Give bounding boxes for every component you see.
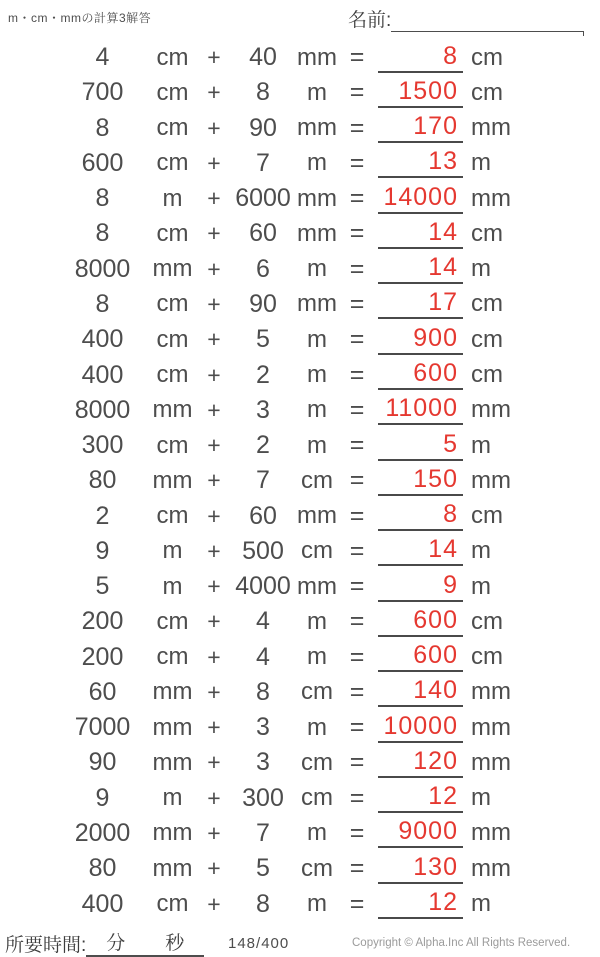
equals-sign: =: [349, 113, 365, 142]
value-1: 8000: [74, 395, 131, 424]
plus-operator: +: [207, 326, 221, 353]
answer-value: 150: [378, 466, 463, 496]
answer-value: 600: [378, 642, 463, 672]
value-1: 200: [81, 642, 124, 671]
value-2: 4: [256, 607, 270, 636]
value-1: 4: [95, 43, 110, 72]
name-field: [348, 5, 584, 32]
answer-value: 17: [378, 289, 463, 319]
unit-1: cm: [156, 502, 189, 530]
unit-1: cm: [156, 643, 189, 671]
value-2: 3: [256, 748, 270, 777]
unit-1: m: [162, 572, 183, 600]
unit-1: mm: [152, 854, 193, 882]
value-1: 200: [81, 607, 124, 636]
answer-value: 5: [378, 431, 463, 461]
plus-operator: +: [207, 290, 221, 317]
value-2: 5: [256, 325, 270, 354]
equals-sign: =: [349, 818, 365, 847]
value-1: 80: [88, 854, 117, 883]
seconds-label: 秒: [165, 933, 185, 954]
unit-1: mm: [152, 396, 193, 424]
plus-operator: +: [207, 396, 221, 423]
answer-value: 8: [378, 43, 463, 73]
unit-2: m: [307, 819, 327, 847]
unit-2: cm: [301, 678, 333, 706]
answer-unit: mm: [471, 854, 511, 882]
answer-unit: cm: [471, 607, 503, 635]
copyright-notice: Copyright © Alpha.Inc All Rights Reserved.: [352, 937, 571, 949]
plus-operator: +: [207, 220, 221, 247]
plus-operator: +: [207, 608, 221, 635]
time-label: 所要時間:: [5, 935, 87, 956]
unit-2: m: [307, 149, 327, 177]
value-2: 4: [256, 642, 270, 671]
problem-row: [0, 252, 600, 287]
value-1: 8: [95, 113, 110, 142]
answer-unit: mm: [471, 678, 511, 706]
name-blank-line: [391, 8, 584, 32]
answer-unit: cm: [471, 43, 503, 71]
unit-1: cm: [156, 78, 189, 106]
problem-row: [0, 463, 600, 498]
value-2: 40: [249, 43, 277, 72]
unit-1: cm: [156, 149, 189, 177]
footer: [0, 922, 600, 957]
unit-1: mm: [152, 255, 193, 283]
unit-1: cm: [156, 607, 189, 635]
problem-row: [0, 640, 600, 675]
problem-row: [0, 322, 600, 357]
value-1: 9: [95, 783, 110, 812]
unit-2: cm: [301, 748, 333, 776]
equals-sign: =: [349, 254, 365, 283]
time-blank-line: [86, 928, 204, 957]
value-1: 400: [81, 889, 124, 918]
value-2: 2: [256, 431, 270, 460]
problem-row: [0, 216, 600, 251]
value-2: 8: [256, 78, 270, 107]
value-1: 60: [88, 677, 117, 706]
equals-sign: =: [349, 466, 365, 495]
value-1: 8: [95, 184, 110, 213]
problem-row: [0, 886, 600, 921]
value-2: 6000: [235, 184, 291, 213]
problem-row: [0, 75, 600, 110]
answer-unit: m: [471, 537, 491, 565]
page-number: 148/400: [228, 935, 290, 952]
unit-2: m: [307, 607, 327, 635]
unit-2: m: [307, 396, 327, 424]
answer-value: 1500: [378, 78, 463, 108]
unit-2: mm: [297, 572, 337, 600]
equals-sign: =: [349, 360, 365, 389]
plus-operator: +: [207, 678, 221, 705]
value-1: 600: [81, 148, 124, 177]
plus-operator: +: [207, 44, 221, 71]
value-2: 7: [256, 466, 270, 495]
unit-1: cm: [156, 325, 189, 353]
answer-value: 9: [378, 572, 463, 602]
value-2: 90: [249, 289, 277, 318]
answer-unit: mm: [471, 396, 511, 424]
equals-sign: =: [349, 748, 365, 777]
unit-2: mm: [297, 184, 337, 212]
answer-unit: mm: [471, 713, 511, 741]
unit-2: mm: [297, 219, 337, 247]
plus-operator: +: [207, 79, 221, 106]
plus-operator: +: [207, 855, 221, 882]
value-1: 8000: [74, 254, 131, 283]
value-2: 8: [256, 677, 270, 706]
plus-operator: +: [207, 573, 221, 600]
unit-1: m: [162, 184, 183, 212]
problem-row: [0, 428, 600, 463]
answer-unit: mm: [471, 466, 511, 494]
value-2: 60: [249, 501, 277, 530]
value-2: 8: [256, 889, 270, 918]
plus-operator: +: [207, 255, 221, 282]
answer-value: 14: [378, 219, 463, 249]
unit-2: cm: [301, 854, 333, 882]
value-1: 9: [95, 536, 110, 565]
problem-row: [0, 146, 600, 181]
equals-sign: =: [349, 289, 365, 318]
value-1: 90: [88, 748, 117, 777]
plus-operator: +: [207, 714, 221, 741]
plus-operator: +: [207, 361, 221, 388]
unit-1: mm: [152, 713, 193, 741]
equals-sign: =: [349, 572, 365, 601]
answer-unit: m: [471, 431, 491, 459]
problem-row: [0, 393, 600, 428]
answer-unit: mm: [471, 184, 511, 212]
unit-2: m: [307, 890, 327, 917]
plus-operator: +: [207, 149, 221, 176]
value-2: 6: [256, 254, 270, 283]
plus-operator: +: [207, 784, 221, 811]
answer-value: 12: [378, 889, 463, 919]
value-2: 2: [256, 360, 270, 389]
unit-2: mm: [297, 290, 337, 318]
answer-unit: cm: [471, 325, 503, 353]
problem-row: [0, 40, 600, 75]
value-1: 8: [95, 289, 110, 318]
value-2: 5: [256, 854, 270, 883]
problem-row: [0, 710, 600, 745]
equals-sign: =: [349, 184, 365, 213]
answer-value: 14: [378, 254, 463, 284]
plus-operator: +: [207, 185, 221, 212]
equals-sign: =: [349, 713, 365, 742]
answer-value: 140: [378, 677, 463, 707]
problem-row: [0, 569, 600, 604]
unit-1: m: [162, 537, 183, 565]
plus-operator: +: [207, 537, 221, 564]
equals-sign: =: [349, 148, 365, 177]
minutes-label: 分: [106, 933, 126, 954]
value-1: 300: [81, 431, 124, 460]
problem-row: [0, 357, 600, 392]
problem-row: [0, 111, 600, 146]
value-1: 7000: [74, 713, 131, 742]
answer-value: 170: [378, 113, 463, 143]
plus-operator: +: [207, 890, 221, 917]
equals-sign: =: [349, 677, 365, 706]
unit-2: mm: [297, 114, 337, 142]
problem-row: [0, 675, 600, 710]
unit-1: cm: [156, 890, 189, 917]
answer-value: 14: [378, 536, 463, 566]
time-field: [5, 928, 204, 957]
plus-operator: +: [207, 432, 221, 459]
answer-value: 600: [378, 360, 463, 390]
problem-row: [0, 745, 600, 780]
unit-2: m: [307, 325, 327, 353]
unit-1: mm: [152, 748, 193, 776]
answer-unit: cm: [471, 219, 503, 247]
problem-row: [0, 816, 600, 851]
equals-sign: =: [349, 783, 365, 812]
answer-value: 600: [378, 607, 463, 637]
value-2: 60: [249, 219, 277, 248]
value-2: 300: [242, 783, 284, 812]
unit-2: cm: [301, 537, 333, 565]
value-1: 8: [95, 219, 110, 248]
unit-2: m: [307, 713, 327, 741]
answer-value: 14000: [378, 184, 463, 214]
answer-unit: m: [471, 784, 491, 812]
answer-value: 11000: [378, 395, 463, 425]
unit-1: m: [162, 784, 183, 812]
answer-unit: cm: [471, 78, 503, 106]
value-1: 80: [88, 466, 117, 495]
value-1: 400: [81, 325, 124, 354]
value-1: 2: [95, 501, 110, 530]
answer-unit: mm: [471, 748, 511, 776]
answer-unit: m: [471, 890, 491, 917]
answer-unit: cm: [471, 361, 503, 389]
problem-list: [0, 40, 600, 922]
value-1: 400: [81, 360, 124, 389]
equals-sign: =: [349, 889, 365, 918]
problem-row: [0, 851, 600, 886]
unit-2: mm: [297, 502, 337, 530]
answer-unit: m: [471, 572, 491, 600]
value-1: 5: [95, 572, 110, 601]
problem-row: [0, 287, 600, 322]
plus-operator: +: [207, 467, 221, 494]
plus-operator: +: [207, 643, 221, 670]
equals-sign: =: [349, 325, 365, 354]
value-2: 90: [249, 113, 277, 142]
unit-2: cm: [301, 466, 333, 494]
answer-unit: mm: [471, 114, 511, 142]
equals-sign: =: [349, 536, 365, 565]
answer-value: 12: [378, 783, 463, 813]
answer-value: 120: [378, 748, 463, 778]
answer-value: 10000: [378, 713, 463, 743]
answer-unit: cm: [471, 290, 503, 318]
problem-row: [0, 534, 600, 569]
unit-1: cm: [156, 431, 189, 459]
value-2: 3: [256, 395, 270, 424]
value-2: 7: [256, 818, 270, 847]
unit-2: mm: [297, 43, 337, 71]
unit-1: mm: [152, 819, 193, 847]
plus-operator: +: [207, 114, 221, 141]
answer-value: 9000: [378, 818, 463, 848]
answer-value: 8: [378, 501, 463, 531]
value-2: 3: [256, 713, 270, 742]
equals-sign: =: [349, 43, 365, 72]
value-1: 2000: [74, 818, 131, 847]
unit-2: m: [307, 255, 327, 283]
unit-1: cm: [156, 43, 189, 71]
equals-sign: =: [349, 219, 365, 248]
answer-unit: cm: [471, 643, 503, 671]
name-label: 名前:: [348, 10, 392, 31]
equals-sign: =: [349, 78, 365, 107]
problem-row: [0, 781, 600, 816]
unit-1: cm: [156, 290, 189, 318]
equals-sign: =: [349, 642, 365, 671]
unit-2: m: [307, 643, 327, 671]
problem-row: [0, 604, 600, 639]
unit-1: cm: [156, 361, 189, 389]
page-title: m・cm・mmの計算3解答: [8, 11, 152, 25]
value-2: 4000: [235, 572, 291, 601]
unit-1: cm: [156, 219, 189, 247]
unit-1: mm: [152, 466, 193, 494]
value-2: 500: [242, 536, 284, 565]
unit-2: m: [307, 361, 327, 389]
answer-value: 130: [378, 854, 463, 884]
unit-2: m: [307, 78, 327, 106]
unit-2: m: [307, 431, 327, 459]
value-2: 7: [256, 148, 270, 177]
answer-value: 900: [378, 325, 463, 355]
equals-sign: =: [349, 431, 365, 460]
answer-unit: m: [471, 149, 491, 177]
unit-2: cm: [301, 784, 333, 812]
equals-sign: =: [349, 607, 365, 636]
unit-1: cm: [156, 114, 189, 142]
answer-unit: mm: [471, 819, 511, 847]
equals-sign: =: [349, 854, 365, 883]
answer-unit: m: [471, 255, 491, 283]
plus-operator: +: [207, 502, 221, 529]
value-1: 700: [81, 78, 124, 107]
plus-operator: +: [207, 819, 221, 846]
answer-value: 13: [378, 148, 463, 178]
answer-unit: cm: [471, 502, 503, 530]
problem-row: [0, 498, 600, 533]
unit-1: mm: [152, 678, 193, 706]
equals-sign: =: [349, 395, 365, 424]
plus-operator: +: [207, 749, 221, 776]
problem-row: [0, 181, 600, 216]
equals-sign: =: [349, 501, 365, 530]
